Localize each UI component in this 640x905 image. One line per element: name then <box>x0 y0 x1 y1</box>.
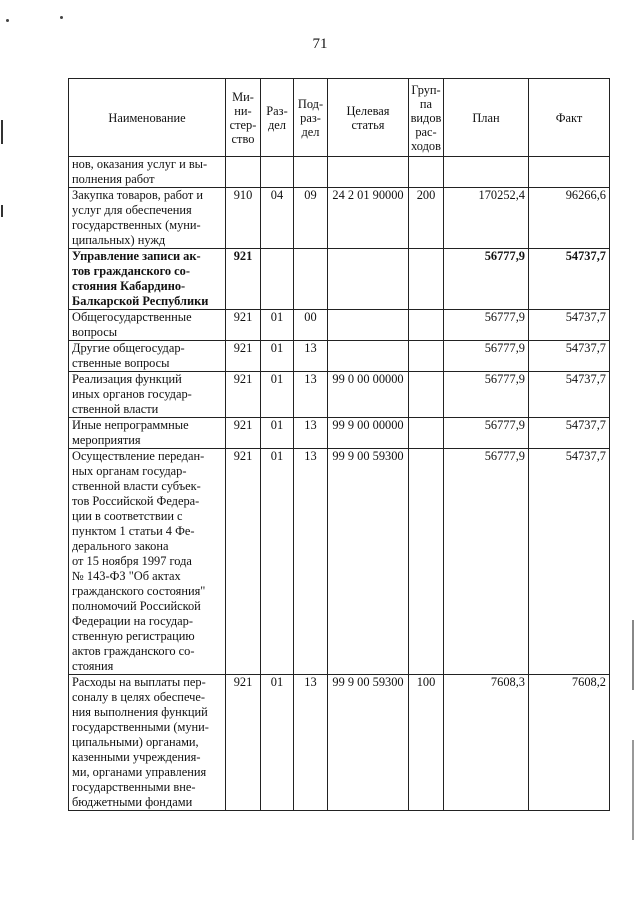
name-line: Закупка товаров, работ и <box>72 188 204 202</box>
cell-ministry: 921 <box>226 341 261 372</box>
cell-expense-group: 100 <box>409 675 444 811</box>
cell-ministry: 910 <box>226 188 261 249</box>
cell-plan: 56777,9 <box>444 449 529 675</box>
name-line: государственных (муни- <box>72 218 201 232</box>
cell-plan: 56777,9 <box>444 249 529 310</box>
name-line: ми, органами управления <box>72 765 207 779</box>
cell-fact <box>529 157 610 188</box>
cell-section: 01 <box>261 310 294 341</box>
header-target <box>328 79 409 157</box>
name-line: ственную регистрацию <box>72 629 195 643</box>
header-line: рас- <box>415 124 437 139</box>
name-line: стояния <box>72 659 114 673</box>
cell-ministry: 921 <box>226 372 261 418</box>
cell-plan: 7608,3 <box>444 675 529 811</box>
name-line: ципальных) нужд <box>72 233 166 247</box>
cell-fact: 7608,2 <box>529 675 610 811</box>
name-line: дерального закона <box>72 539 169 553</box>
cell-ministry: 921 <box>226 675 261 811</box>
name-line: услуг для обеспечения <box>72 203 192 217</box>
header-row <box>69 79 610 157</box>
name-line: Балкарской Республики <box>72 294 209 308</box>
name-line: ния выполнения функций <box>72 705 208 719</box>
cell-section: 01 <box>261 372 294 418</box>
cell-expense-group: 200 <box>409 188 444 249</box>
header-line: па <box>419 96 433 111</box>
header-section <box>261 79 294 157</box>
name-line: тов гражданского со- <box>72 264 191 278</box>
name-line: Другие общегосудар- <box>72 341 185 355</box>
table-row <box>69 310 610 341</box>
cell-section: 01 <box>261 449 294 675</box>
cell-plan <box>444 157 529 188</box>
cell-subsection: 13 <box>294 341 328 372</box>
cell-section: 01 <box>261 675 294 811</box>
cell-target <box>328 249 409 310</box>
cell-subsection <box>294 249 328 310</box>
cell-target <box>328 310 409 341</box>
cell-name <box>69 188 226 249</box>
table-body <box>69 157 610 811</box>
cell-section: 04 <box>261 188 294 249</box>
table-row <box>69 449 610 675</box>
table-row <box>69 418 610 449</box>
name-line: Управление записи ак- <box>72 249 201 263</box>
cell-section <box>261 249 294 310</box>
header-name: Наименование <box>69 79 226 157</box>
cell-fact: 54737,7 <box>529 449 610 675</box>
name-line: ственной власти <box>72 402 159 416</box>
header-line: ни- <box>234 103 252 118</box>
header-line: Целевая <box>346 103 390 118</box>
name-line: мероприятия <box>72 433 141 447</box>
header-line: Груп- <box>411 82 441 97</box>
cell-plan: 56777,9 <box>444 418 529 449</box>
cell-ministry: 921 <box>226 449 261 675</box>
cell-expense-group <box>409 418 444 449</box>
cell-fact: 96266,6 <box>529 188 610 249</box>
cell-name <box>69 310 226 341</box>
cell-name <box>69 675 226 811</box>
name-line: гражданского состояния" <box>72 584 206 598</box>
name-line: ственной власти субъек- <box>72 479 201 493</box>
scan-speck <box>6 19 9 22</box>
cell-fact: 54737,7 <box>529 341 610 372</box>
table-row <box>69 372 610 418</box>
header-line: стер- <box>229 117 257 132</box>
name-line: ных органам государ- <box>72 464 187 478</box>
header-line: Ми- <box>232 89 254 104</box>
cell-fact: 54737,7 <box>529 372 610 418</box>
header-line: видов <box>410 110 442 125</box>
name-line: Расходы на выплаты пер- <box>72 675 206 689</box>
name-line: стояния Кабардино- <box>72 279 186 293</box>
name-line: Реализация функций <box>72 372 182 386</box>
header-subsection <box>294 79 328 157</box>
cell-subsection: 00 <box>294 310 328 341</box>
cell-target <box>328 341 409 372</box>
cell-subsection: 13 <box>294 449 328 675</box>
cell-subsection <box>294 157 328 188</box>
cell-name <box>69 372 226 418</box>
cell-name <box>69 249 226 310</box>
cell-ministry: 921 <box>226 249 261 310</box>
header-expense-group <box>409 79 444 157</box>
cell-expense-group <box>409 157 444 188</box>
name-line: Федерации на государ- <box>72 614 193 628</box>
header-line: Раз- <box>266 103 288 118</box>
cell-target <box>328 157 409 188</box>
cell-expense-group <box>409 249 444 310</box>
cell-target: 99 9 00 00000 <box>328 418 409 449</box>
cell-target: 99 9 00 59300 <box>328 449 409 675</box>
header-line: ство <box>231 131 255 146</box>
cell-subsection: 13 <box>294 675 328 811</box>
cell-name <box>69 341 226 372</box>
name-line: ципальными) органами, <box>72 735 199 749</box>
name-line: казенными учреждения- <box>72 750 201 764</box>
cell-section: 01 <box>261 418 294 449</box>
header-line: дел <box>301 124 320 139</box>
name-line: вопросы <box>72 325 118 339</box>
cell-subsection: 13 <box>294 372 328 418</box>
table-row <box>69 157 610 188</box>
header-ministry <box>226 79 261 157</box>
header-line: Под- <box>297 96 324 111</box>
cell-section <box>261 157 294 188</box>
cell-ministry <box>226 157 261 188</box>
cell-fact: 54737,7 <box>529 418 610 449</box>
cell-plan: 170252,4 <box>444 188 529 249</box>
cell-target: 24 2 01 90000 <box>328 188 409 249</box>
table-row <box>69 341 610 372</box>
cell-expense-group <box>409 310 444 341</box>
cell-expense-group <box>409 449 444 675</box>
name-line: государственными (муни- <box>72 720 209 734</box>
page-number: 71 <box>312 36 328 52</box>
scan-speck <box>60 16 63 19</box>
cell-expense-group <box>409 372 444 418</box>
scan-edge-mark <box>632 740 634 840</box>
name-line: пунктом 1 статьи 4 Фе- <box>72 524 195 538</box>
table-row <box>69 675 610 811</box>
name-line: ственные вопросы <box>72 356 170 370</box>
header-line: ходов <box>411 138 441 153</box>
cell-target: 99 9 00 59300 <box>328 675 409 811</box>
cell-plan: 56777,9 <box>444 341 529 372</box>
cell-ministry: 921 <box>226 310 261 341</box>
budget-execution-table <box>68 78 610 811</box>
name-line: государственными вне- <box>72 780 196 794</box>
cell-plan: 56777,9 <box>444 372 529 418</box>
cell-fact: 54737,7 <box>529 310 610 341</box>
cell-name <box>69 449 226 675</box>
header-line: раз- <box>300 110 321 125</box>
cell-plan: 56777,9 <box>444 310 529 341</box>
cell-name <box>69 157 226 188</box>
header-fact: Факт <box>529 79 610 157</box>
cell-fact: 54737,7 <box>529 249 610 310</box>
scan-edge-mark <box>1 205 3 217</box>
name-line: иных органов государ- <box>72 387 192 401</box>
table-row <box>69 249 610 310</box>
name-line: соналу в целях обеспече- <box>72 690 205 704</box>
name-line: от 15 ноября 1997 года <box>72 554 192 568</box>
header-plan: План <box>444 79 529 157</box>
name-line: бюджетными фондами <box>72 795 193 809</box>
name-line: нов, оказания услуг и вы- <box>72 157 208 171</box>
scan-edge-mark <box>632 620 634 690</box>
name-line: тов Российской Федера- <box>72 494 200 508</box>
cell-target: 99 0 00 00000 <box>328 372 409 418</box>
name-line: полномочий Российской <box>72 599 201 613</box>
name-line: № 143-ФЗ "Об актах <box>72 569 181 583</box>
name-line: Иные непрограммные <box>72 418 189 432</box>
table-row <box>69 188 610 249</box>
cell-ministry: 921 <box>226 418 261 449</box>
cell-subsection: 13 <box>294 418 328 449</box>
cell-subsection: 09 <box>294 188 328 249</box>
cell-name <box>69 418 226 449</box>
cell-expense-group <box>409 341 444 372</box>
cell-section: 01 <box>261 341 294 372</box>
name-line: Общегосударственные <box>72 310 192 324</box>
name-line: актов гражданского со- <box>72 644 195 658</box>
header-line: дел <box>268 117 286 132</box>
name-line: полнения работ <box>72 172 155 186</box>
name-line: ции в соответствии с <box>72 509 183 523</box>
name-line: Осуществление передан- <box>72 449 205 463</box>
header-line: статья <box>351 117 385 132</box>
scan-edge-mark <box>1 120 3 144</box>
